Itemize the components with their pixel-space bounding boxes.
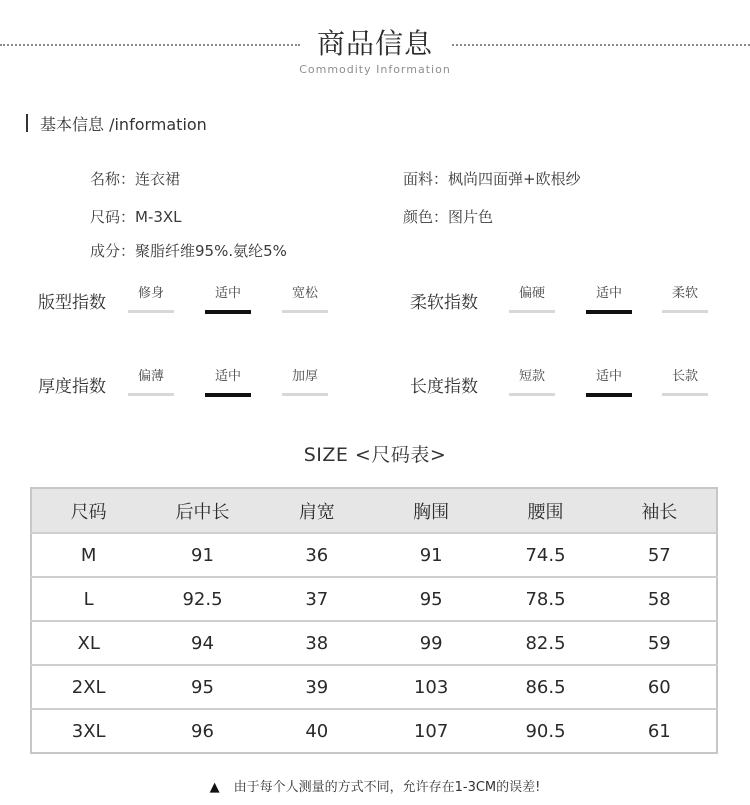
fit-index-option-label: 宽松: [291, 286, 318, 301]
table-cell: 2XL: [31, 665, 145, 709]
table-cell: 91: [145, 533, 259, 577]
size-table: [30, 487, 718, 754]
thickness-index-option-bar: [128, 393, 174, 396]
fit-index-option-label: 修身: [137, 286, 164, 301]
thickness-index-option-label: 适中: [214, 369, 241, 384]
table-cell: 94: [145, 621, 259, 665]
fit-index-option-label: 适中: [214, 286, 241, 301]
length-index-option-selected: [586, 369, 632, 397]
thickness-index-label: 厚度指数: [38, 377, 106, 397]
info-name: 名称：连衣裙: [90, 170, 181, 188]
info-size: 尺码：M-3XL: [90, 208, 182, 226]
size-table-header: 肩宽: [298, 501, 335, 523]
table-row: [31, 577, 717, 621]
softness-index-option-label: 柔软: [671, 286, 698, 301]
table-cell: 95: [374, 577, 488, 621]
table-row: [31, 533, 717, 577]
thickness-index-option: [282, 369, 328, 396]
table-cell: 3XL: [31, 709, 145, 753]
warning-icon: ▲: [209, 780, 220, 795]
size-table-title: SIZE <尺码表>: [303, 444, 447, 466]
table-cell: 58: [603, 577, 717, 621]
table-cell: 40: [260, 709, 374, 753]
table-cell: 99: [374, 621, 488, 665]
table-cell: 96: [145, 709, 259, 753]
measurement-note-text: 由于每个人测量的方式不同，允许存在1-3CM的误差!: [233, 780, 541, 795]
size-table-header: 胸围: [413, 501, 450, 523]
table-row: [31, 709, 717, 753]
table-cell: 39: [260, 665, 374, 709]
table-row: [31, 621, 717, 665]
softness-index-option: [509, 286, 555, 313]
thickness-index-option-label: 偏薄: [137, 369, 164, 384]
fit-index-option-bar: [128, 310, 174, 313]
fit-index-option: [282, 286, 328, 313]
table-cell: 38: [260, 621, 374, 665]
table-cell: 91: [374, 533, 488, 577]
softness-index-option-label: 适中: [595, 286, 622, 301]
length-index-option-bar: [509, 393, 555, 396]
thickness-index-option-bar: [282, 393, 328, 396]
size-table-header: 袖长: [641, 501, 678, 523]
fit-index-option-bar: [205, 310, 251, 314]
fit-index-option-bar: [282, 310, 328, 313]
size-table-header: 尺码: [70, 501, 107, 523]
table-cell: 103: [374, 665, 488, 709]
table-cell: 37: [260, 577, 374, 621]
softness-index-label: 柔软指数: [410, 293, 478, 313]
table-cell: XL: [31, 621, 145, 665]
fit-index-label: 版型指数: [38, 293, 106, 313]
size-table-header: 腰围: [527, 501, 564, 523]
table-cell: 60: [603, 665, 717, 709]
table-cell: 86.5: [488, 665, 602, 709]
table-cell: 107: [374, 709, 488, 753]
size-table-header: 后中长: [175, 501, 230, 523]
section-marker: [26, 114, 28, 132]
section-title: 基本信息 /information: [40, 115, 207, 134]
softness-index-option-selected: [586, 286, 632, 314]
length-index-option-label: 短款: [518, 369, 545, 384]
length-index-option-bar: [662, 393, 708, 396]
thickness-index-option-selected: [205, 369, 251, 397]
table-cell: L: [31, 577, 145, 621]
length-index-option-bar: [586, 393, 632, 397]
page-title: 商品信息: [316, 27, 433, 60]
info-color: 颜色：图片色: [403, 208, 494, 226]
table-row: [31, 665, 717, 709]
table-cell: 90.5: [488, 709, 602, 753]
table-cell: 92.5: [145, 577, 259, 621]
softness-index-option: [662, 286, 708, 313]
length-index-option: [662, 369, 708, 396]
length-index-option-label: 适中: [595, 369, 622, 384]
table-cell: 61: [603, 709, 717, 753]
softness-index-option-bar: [509, 310, 555, 313]
thickness-index-option: [128, 369, 174, 396]
length-index-label: 长度指数: [410, 377, 478, 397]
thickness-index-option-label: 加厚: [291, 369, 318, 384]
fit-index-option-selected: [205, 286, 251, 314]
table-cell: 74.5: [488, 533, 602, 577]
table-cell: M: [31, 533, 145, 577]
thickness-index-option-bar: [205, 393, 251, 397]
table-cell: 57: [603, 533, 717, 577]
table-cell: 78.5: [488, 577, 602, 621]
measurement-note: [0, 776, 750, 795]
info-fabric: 面料：枫尚四面弹+欧根纱: [403, 170, 581, 188]
size-table-header-row: [31, 488, 717, 533]
softness-index-option-bar: [662, 310, 708, 313]
length-index-option-label: 长款: [671, 369, 698, 384]
softness-index-option-label: 偏硬: [518, 286, 545, 301]
table-cell: 36: [260, 533, 374, 577]
softness-index-option-bar: [586, 310, 632, 314]
info-composition: 成分：聚脂纤维95%.氨纶5%: [90, 242, 287, 260]
page-subtitle: Commodity Information: [299, 63, 451, 76]
table-cell: 82.5: [488, 621, 602, 665]
length-index-option: [509, 369, 555, 396]
table-cell: 59: [603, 621, 717, 665]
table-cell: 95: [145, 665, 259, 709]
fit-index-option: [128, 286, 174, 313]
